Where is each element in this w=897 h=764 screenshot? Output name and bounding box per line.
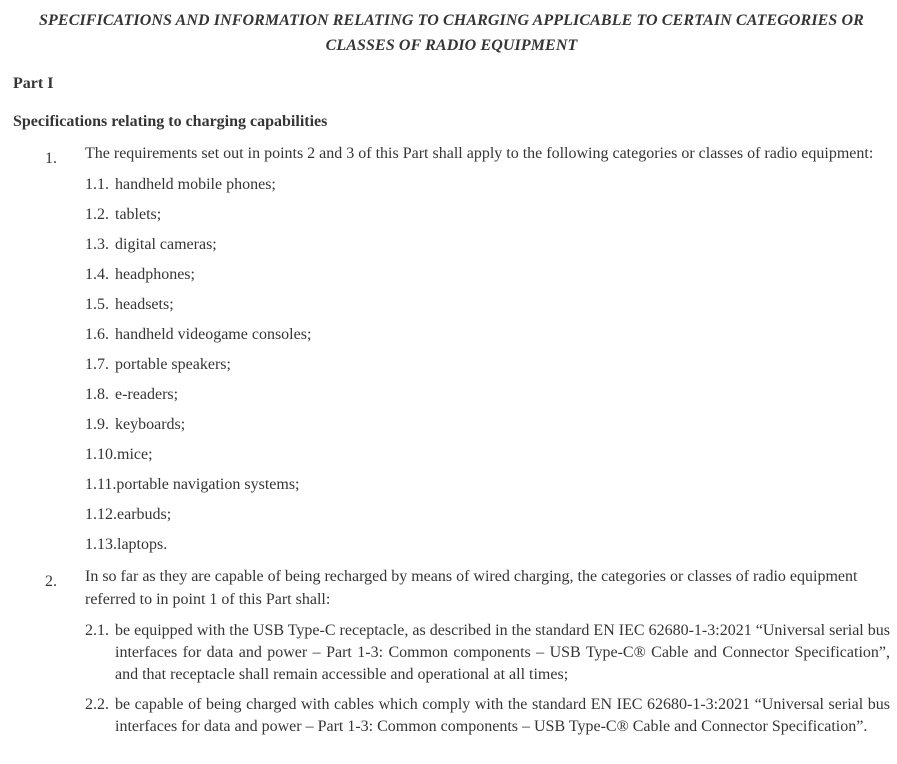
item-number: 1. xyxy=(45,150,57,167)
sub-item-number: 1.5. xyxy=(85,296,109,313)
sub-item xyxy=(85,204,890,226)
sub-item-text: keyboards; xyxy=(115,416,186,433)
sub-item-text: headphones; xyxy=(115,266,195,283)
sub-item xyxy=(85,294,890,316)
document-title: SPECIFICATIONS AND INFORMATION RELATING TO CHARGING APPLICABLE TO CERTAIN CATEGORIES OR CLASSES OF RADIO EQUIPMENT xyxy=(39,12,864,54)
part-heading: Part I xyxy=(13,75,54,92)
sub-item xyxy=(85,474,890,496)
sub-item-text: laptops. xyxy=(117,536,168,553)
sub-item-number: 2.2. xyxy=(85,696,109,713)
sub-item xyxy=(85,504,890,526)
items-list xyxy=(13,142,890,738)
sub-item xyxy=(85,324,890,346)
sub-item-text: be equipped with the USB Type-C receptacle, as described in the standard EN IEC 62680-1-3:2021 “Universal serial bus interfaces for data and power – Part 1-3: Common components – USB Type-C® Cable and Connector Specification”, and that receptacle shall remain accessible and operational at all times; xyxy=(115,622,890,683)
numbered-item xyxy=(13,142,890,556)
sub-item xyxy=(85,444,890,466)
sub-item-number: 1.10. xyxy=(85,446,117,463)
sub-item-number: 1.9. xyxy=(85,416,109,433)
sub-item-text: portable navigation systems; xyxy=(116,476,300,493)
sub-item xyxy=(85,174,890,196)
sub-item-number: 1.4. xyxy=(85,266,109,283)
sub-item-number: 2.1. xyxy=(85,622,109,639)
sub-item xyxy=(85,620,890,686)
sub-item-number: 1.13. xyxy=(85,536,117,553)
sub-item xyxy=(85,414,890,436)
sub-item-text: handheld videogame consoles; xyxy=(115,326,312,343)
sub-item xyxy=(85,354,890,376)
sub-item-text: headsets; xyxy=(115,296,174,313)
sub-item-text: portable speakers; xyxy=(115,356,231,373)
sub-item-number: 1.2. xyxy=(85,206,109,223)
sub-item-number: 1.7. xyxy=(85,356,109,373)
sub-item-text: be capable of being charged with cables which comply with the standard EN IEC 62680-1-3:2021 “Universal serial bus interfaces for data and power – Part 1-3: Common components – USB Type-C® Cable and Connector Specification”. xyxy=(115,696,890,735)
sub-item-number: 1.12. xyxy=(85,506,117,523)
sub-item-number: 1.3. xyxy=(85,236,109,253)
section-heading: Specifications relating to charging capabilities xyxy=(13,113,328,130)
numbered-item xyxy=(13,565,890,738)
sub-item-text: mice; xyxy=(117,446,153,463)
item-number: 2. xyxy=(45,573,57,590)
sub-item xyxy=(85,264,890,286)
sub-item-text: digital cameras; xyxy=(115,236,217,253)
sub-item-number: 1.11. xyxy=(85,476,117,493)
item-text: In so far as they are capable of being recharged by means of wired charging, the categories or classes of radio equipment referred to in point 1 of this Part shall: xyxy=(85,568,858,608)
sub-item-number: 1.8. xyxy=(85,386,109,403)
sub-item xyxy=(85,384,890,406)
sub-item-number: 1.1. xyxy=(85,176,109,193)
sub-item xyxy=(85,534,890,556)
item-text: The requirements set out in points 2 and 3 of this Part shall apply to the following categories or classes of radio equipment: xyxy=(85,145,874,162)
sub-item-text: handheld mobile phones; xyxy=(115,176,276,193)
sub-item-number: 1.6. xyxy=(85,326,109,343)
sub-item xyxy=(85,694,890,738)
sub-item xyxy=(85,234,890,256)
sub-item-text: earbuds; xyxy=(117,506,172,523)
sub-items-list xyxy=(85,174,890,556)
sub-items-list xyxy=(85,620,890,738)
sub-item-text: e-readers; xyxy=(115,386,179,403)
sub-item-text: tablets; xyxy=(115,206,162,223)
